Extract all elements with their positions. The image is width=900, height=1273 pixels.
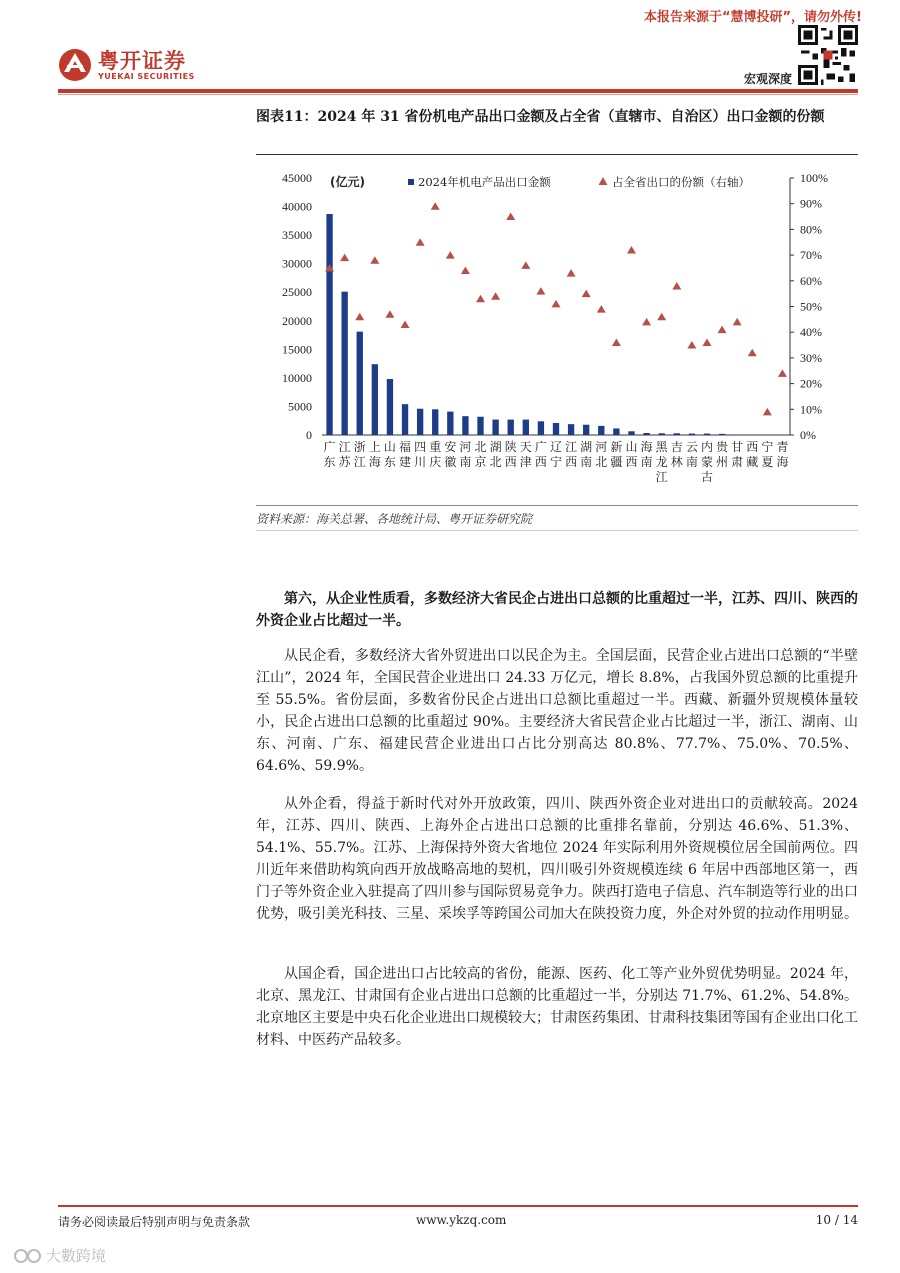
y-tick-right-label: 0% xyxy=(800,428,816,442)
y-tick-left-label: 30000 xyxy=(282,256,312,271)
point-export-share xyxy=(340,254,349,261)
export-chart xyxy=(256,158,858,503)
y-tick-right-label: 10% xyxy=(800,402,822,417)
point-export-share xyxy=(612,338,621,346)
bar-export-amount xyxy=(462,416,468,435)
bar-export-amount xyxy=(779,435,785,436)
legend-bar-label: 2024年机电产品出口金额 xyxy=(418,175,551,189)
header-rule xyxy=(58,89,858,93)
y-tick-left-label: 0 xyxy=(306,428,312,442)
y-tick-right-label: 80% xyxy=(800,222,822,237)
point-export-share xyxy=(748,349,757,357)
footer-website[interactable]: www.ykzq.com xyxy=(416,1213,507,1227)
bar-export-amount xyxy=(477,417,483,435)
category-label: 贵州 xyxy=(716,440,729,469)
category-label: 山东 xyxy=(383,440,396,469)
bar-export-amount xyxy=(613,428,619,435)
point-export-share xyxy=(476,295,485,303)
bar-export-amount xyxy=(704,434,710,435)
y-tick-left-label: 40000 xyxy=(282,199,312,214)
y-tick-left-label: 35000 xyxy=(282,228,312,243)
category-label: 天津 xyxy=(519,440,532,469)
footer-rule xyxy=(58,1205,858,1207)
section-heading: 第六，从企业性质看，多数经济大省民企占进出口总额的比重超过一半，江苏、四川、陕西的外资企业占比超过一半。 xyxy=(256,591,858,629)
bar-export-amount xyxy=(568,424,574,435)
point-export-share xyxy=(370,256,379,264)
y-tick-left-label: 45000 xyxy=(282,171,312,185)
y-tick-right-label: 20% xyxy=(800,376,822,391)
bar-export-amount xyxy=(749,435,755,436)
watermark-logo-icon xyxy=(12,1247,46,1265)
point-export-share xyxy=(567,269,576,277)
figure-source: 资料来源：海关总署、各地统计局、粤开证券研究院 xyxy=(256,512,533,526)
point-export-share xyxy=(733,318,742,326)
category-label: 四川 xyxy=(414,440,427,469)
bar-export-amount xyxy=(432,409,438,435)
point-export-share xyxy=(506,213,515,221)
point-export-share xyxy=(536,287,545,295)
y-axis-unit-label: (亿元) xyxy=(330,175,365,189)
bar-export-amount xyxy=(719,434,725,435)
qr-code-icon xyxy=(798,25,858,85)
logo-text-cn: 粤开证券 xyxy=(98,48,186,73)
y-tick-left-label: 25000 xyxy=(282,285,312,300)
point-export-share xyxy=(355,313,364,321)
bar-export-amount xyxy=(538,421,544,435)
source-rule-bottom xyxy=(256,530,858,531)
paragraph-state-enterprise: 从国企看，国企进出口占比较高的省份，能源、医药、化工等产业外贸优势明显。2024 年，北京、黑龙江、甘肃国有企业占进出口总额的比重超过一半，分别达 71.7%、61.2%、54.8%。北京地区主要是中央石化企业进出口规模较大；甘肃医药集团、甘肃科技集团等国有企业出口化工材料、中医药产品较多。 xyxy=(256,966,858,1048)
category-label: 海南 xyxy=(640,440,653,469)
category-label: 安徽 xyxy=(444,440,457,469)
point-export-share xyxy=(446,251,455,259)
category-label: 广西 xyxy=(534,440,547,469)
category-label: 吉林 xyxy=(670,440,683,469)
logo-text-en: YUEKAI SECURITIES xyxy=(98,71,195,81)
bar-export-amount xyxy=(553,423,559,435)
logo-emblem-icon xyxy=(58,48,92,82)
y-tick-right-label: 90% xyxy=(800,196,822,211)
bar-export-amount xyxy=(689,434,695,435)
bar-export-amount xyxy=(341,292,347,435)
category-label: 重庆 xyxy=(429,440,442,469)
legend-bar-swatch xyxy=(408,179,414,185)
point-export-share xyxy=(552,300,561,308)
y-tick-left-label: 15000 xyxy=(282,342,312,357)
y-tick-right-label: 70% xyxy=(800,248,822,263)
legend-point-label: 占全省出口的份额（右轴） xyxy=(612,175,750,189)
point-export-share xyxy=(597,305,606,313)
bar-export-amount xyxy=(523,420,529,435)
bar-export-amount xyxy=(643,433,649,435)
legend-point-swatch xyxy=(599,177,608,185)
y-tick-right-label: 40% xyxy=(800,325,822,340)
point-export-share xyxy=(385,310,394,318)
category-label: 辽宁 xyxy=(549,440,563,469)
point-export-share xyxy=(672,282,681,290)
point-export-share xyxy=(521,261,530,269)
point-export-share xyxy=(461,267,470,275)
point-export-share xyxy=(627,246,636,254)
category-label: 青海 xyxy=(776,440,789,469)
bar-export-amount xyxy=(402,404,408,435)
point-export-share xyxy=(431,202,440,210)
point-export-share xyxy=(416,238,425,246)
category-label: 云南 xyxy=(685,440,698,469)
bar-export-amount xyxy=(583,425,589,435)
y-tick-left-label: 10000 xyxy=(282,370,312,385)
category-label: 山西 xyxy=(625,440,638,469)
page-number: 10 / 14 xyxy=(815,1213,858,1227)
point-export-share xyxy=(687,341,696,349)
bar-export-amount xyxy=(417,409,423,435)
company-logo xyxy=(58,48,195,82)
bar-export-amount xyxy=(598,426,604,435)
category-label: 陕西 xyxy=(504,440,517,469)
category-label: 湖南 xyxy=(580,440,593,469)
category-label: 江苏 xyxy=(338,440,351,469)
watermark-text: 大數跨境 xyxy=(46,1247,107,1265)
y-tick-right-label: 100% xyxy=(800,171,828,185)
footer-disclaimer[interactable]: 请务必阅读最后特别声明与免责条款 xyxy=(58,1215,251,1229)
bar-export-amount xyxy=(508,420,514,435)
bar-export-amount xyxy=(492,420,498,435)
point-export-share xyxy=(778,369,787,377)
point-export-share xyxy=(657,313,666,321)
source-rule xyxy=(256,505,858,506)
bar-export-amount xyxy=(326,214,332,435)
point-export-share xyxy=(491,292,500,300)
bar-export-amount xyxy=(357,332,363,435)
category-label: 湖北 xyxy=(489,440,502,469)
figure-title: 图表11：2024 年 31 省份机电产品出口金额及占全省（直辖市、自治区）出口金额的份额 xyxy=(256,109,825,125)
point-export-share xyxy=(702,338,711,346)
bar-export-amount xyxy=(674,433,680,435)
y-tick-right-label: 60% xyxy=(800,273,822,288)
y-tick-left-label: 20000 xyxy=(282,313,312,328)
category-label: 广东 xyxy=(323,440,336,469)
point-export-share xyxy=(718,326,727,334)
point-export-share xyxy=(763,408,772,416)
category-label: 甘肃 xyxy=(731,440,744,469)
point-export-share xyxy=(582,290,591,298)
bar-export-amount xyxy=(628,431,634,435)
y-tick-left-label: 5000 xyxy=(288,399,312,414)
y-tick-right-label: 50% xyxy=(800,299,822,314)
point-export-share xyxy=(401,320,410,328)
category-label: 江西 xyxy=(565,440,578,469)
bar-export-amount xyxy=(372,364,378,435)
header-rule-thin xyxy=(58,94,858,95)
source-notice: 本报告来源于“慧博投研”，请勿外传! xyxy=(643,10,862,25)
paragraph-foreign-enterprise: 从外企看，得益于新时代对外开放政策，四川、陕西外资企业对进出口的贡献较高。2024 年，江苏、四川、陕西、上海外企占进出口总额的比重排名靠前，分别达 46.6%、51.3%、54.1%、55.7%。江苏、上海保持外资大省地位 2024 年实际利用外资规模位居全国前两位。四川近年来借助构筑向西开放战略高地的契机，四川吸引外资规模连续 6 年居中西部地区第一，西门子等外资企业入驻提高了四川参与国际贸易竞争力。陕西打造电子信息、汽车制造等行业的出口优势，吸引美光科技、三星、采埃孚等跨国公司加大在陕投资力度，外企对外贸的拉动作用明显。 xyxy=(256,796,858,922)
paragraph-private-enterprise: 从民企看，多数经济大省外贸进出口以民企为主。全国层面，民营企业占进出口总额的“半壁江山”，2024 年，全国民营企业进出口 24.33 万亿元，增长 8.8%，占我国外贸总额的比重提升至 55.5%。省份层面，多数省份民企占进出口总额比重超过一半。西藏、新疆外贸规模体量较小，民企占进出口总额的比重超过 90%。主要经济大省民营企业占比超过一半，浙江、湖南、山东、河南、广东、福建民营企业进出口占比分别高达 80.8%、77.7%、75.0%、70.5%、64.6%、59.9%。 xyxy=(256,648,858,774)
bar-export-amount xyxy=(387,379,393,435)
category-label: 福建 xyxy=(399,440,412,469)
category-label: 黑龙江 xyxy=(655,440,668,484)
category-label: 河南 xyxy=(459,440,472,469)
category-label: 浙江 xyxy=(353,440,366,469)
category-label: 宁夏 xyxy=(761,440,774,469)
category-label: 河北 xyxy=(595,440,608,469)
section-label: 宏观深度 xyxy=(743,72,792,86)
figure-rule xyxy=(256,154,858,155)
bar-export-amount xyxy=(764,435,770,436)
category-label: 上海 xyxy=(368,440,381,469)
category-label: 西藏 xyxy=(746,440,759,469)
category-label: 北京 xyxy=(474,440,487,469)
watermark xyxy=(12,1245,106,1266)
category-label: 内蒙古 xyxy=(700,440,713,484)
bar-export-amount xyxy=(447,412,453,435)
bar-export-amount xyxy=(659,433,665,435)
y-tick-right-label: 30% xyxy=(800,350,822,365)
bar-export-amount xyxy=(734,435,740,436)
category-label: 新疆 xyxy=(610,440,623,469)
point-export-share xyxy=(642,318,651,326)
